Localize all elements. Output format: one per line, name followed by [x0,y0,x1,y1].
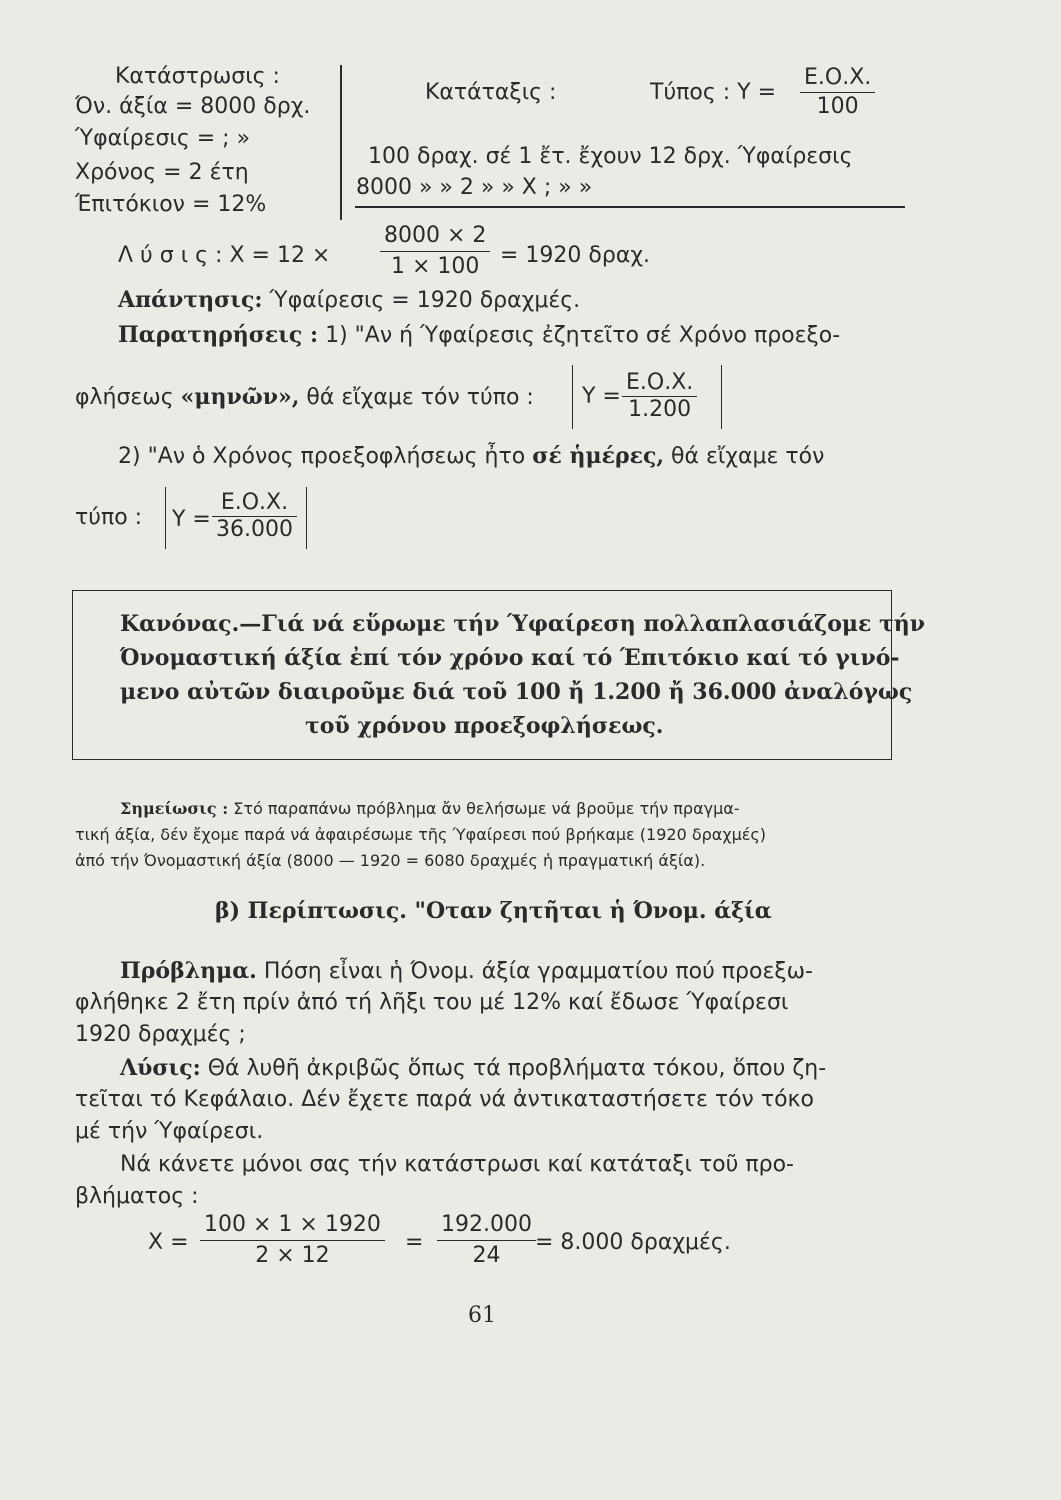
remarks-line-4: τύπο : [75,505,143,530]
setup-line: Χρόνος = 2 έτη [75,160,249,185]
fraction-denominator: 1 × 100 [390,254,480,279]
solution2-label: Λύσις: [120,1055,201,1081]
fraction-numerator: Ε.Ο.Χ. [622,370,697,397]
solution-result: = 1920 δραχ. [500,243,651,268]
final-x-label: Χ = [148,1230,189,1255]
remarks-emphasis: σέ ἡμέρες, [532,443,665,469]
section-b-title: β) Περίπτωσις. "Οταν ζητῆται ἡ Όνομ. άξία [215,898,772,924]
solution2-line-2: τεῖται τό Κεφάλαιο. Δέν ἔχετε παρά νά ἀντικαταστήσετε τόν τόκο [75,1087,814,1112]
solution2-line-4: Νά κάνετε μόνοι σας τήν κατάστρωσι καί κατάταξι τοῦ προ- [120,1152,794,1177]
setup-line: Όν. άξία = 8000 δρχ. [75,94,311,119]
fraction-numerator: Ε.Ο.Χ. [800,64,875,93]
arrangement-formula-label: Τύπος : Υ = [650,80,777,105]
fraction-denominator: 36.000 [216,517,293,542]
remarks-text: 2) "Αν ὁ Χρόνος προεξοφλήσεως ἦτο [118,444,526,469]
remarks-text: θά εἴχαμε τόν τύπο : [306,385,534,410]
final-result: = 8.000 δραχμές. [535,1230,731,1255]
fraction-denominator: 1.200 [628,397,692,422]
problem-line-1 [120,958,813,984]
remarks-text: φλήσεως [75,385,174,410]
note-line-2: τική άξία, δέν ἔχομε παρά νά ἀφαιρέσωμε τῆς Ύφαίρεσι πού βρήκαμε (1920 δραχμές) [75,825,767,844]
remarks-line-3 [118,443,824,469]
setup-line: Έπιτόκιον = 12% [75,192,267,217]
setup-divider [340,65,342,220]
solution-fraction [380,221,490,282]
fraction-numerator: 8000 × 2 [380,221,490,252]
remarks-text: θά εἴχαμε τόν [671,444,825,469]
formula-fraction-months [622,370,697,423]
formula-fraction-days [212,490,297,543]
formula-label: Υ = [582,384,621,409]
solution2-text: Θά λυθῆ ἀκριβῶς ὅπως τά προβλήματα τόκου, ὅπου ζη- [207,1056,827,1081]
arrangement-formula-fraction [800,64,875,121]
final-fraction-2 [437,1210,536,1271]
fraction-numerator: Ε.Ο.Χ. [212,490,297,517]
fraction-denominator: 24 [472,1243,501,1268]
answer-line [118,287,580,313]
remarks-line-2 [75,384,534,410]
solution2-line-1 [120,1055,826,1081]
formula-label: Υ = [172,507,211,532]
note-line-1 [120,796,740,821]
problem-label: Πρόβλημα. [120,958,257,984]
final-fraction-1 [200,1210,385,1271]
arrangement-row-2: 8000 » » 2 » » Χ ; » » [356,175,593,200]
arrangement-underline [355,206,905,208]
fraction-denominator: 100 [816,94,859,119]
setup-title: Κατάστρωσις : [115,64,280,89]
note-label: Σημείωσις : [120,799,229,818]
remarks-label: Παρατηρήσεις : [118,322,319,348]
arrangement-title: Κατάταξις : [425,80,557,105]
rule-line: Κανόνας.—Γιά νά εὕρωμε τήν Ύφαίρεση πολλαπλασιάζομε τήν [120,611,926,637]
rule-line: Όνομαστική άξία ἐπί τόν χρόνο καί τό Έπιτόκιο καί τό γινό- [120,645,900,671]
problem-line-3: 1920 δραχμές ; [75,1022,246,1047]
page-number: 61 [468,1303,496,1328]
fraction-numerator: 192.000 [437,1210,536,1241]
solution2-line-3: μέ τήν Ύφαίρεσι. [75,1119,264,1144]
remarks-text: 1) "Αν ή Ύφαίρεσις ἐζητεῖτο σέ Χρόνο προεξο- [325,323,841,348]
problem-text: Πόση εἶναι ἡ Όνομ. άξία γραμματίου πού προεξω- [263,959,813,984]
answer-text: Ύφαίρεσις = 1920 δραχμές. [269,288,581,313]
solution2-line-5: βλήματος : [75,1184,199,1209]
fraction-denominator: 2 × 12 [255,1243,330,1268]
solution-label: Λ ύ σ ι ς : Χ = 12 × [118,243,331,268]
remarks-line-1 [118,322,840,348]
rule-line: μενο αὐτῶν διαιροῦμε διά τοῦ 100 ἤ 1.200 ἤ 36.000 ἀναλόγως [120,679,913,705]
remarks-emphasis: «μηνῶν», [180,384,300,410]
fraction-numerator: 100 × 1 × 1920 [200,1210,385,1241]
final-equals: = [405,1230,424,1255]
note-text: Στό παραπάνω πρόβλημα ἄν θελήσωμε νά βροῦμε τήν πραγμα- [233,799,740,818]
note-line-3: ἀπό τήν Όνομαστική άξία (8000 — 1920 = 6080 δραχμές ἡ πραγματική άξία). [75,851,706,870]
setup-line: Ύφαίρεσις = ; » [75,126,251,151]
answer-label: Απάντησις: [118,287,263,313]
arrangement-row-1: 100 δραχ. σέ 1 ἔτ. ἔχουν 12 δρχ. Ύφαίρεσις [368,144,853,169]
rule-line: τοῦ χρόνου προεξοφλήσεως. [305,713,664,739]
problem-line-2: φλήθηκε 2 ἔτη πρίν ἀπό τή λῆξι του μέ 12% καί ἔδωσε Ύφαίρεσι [75,990,789,1015]
